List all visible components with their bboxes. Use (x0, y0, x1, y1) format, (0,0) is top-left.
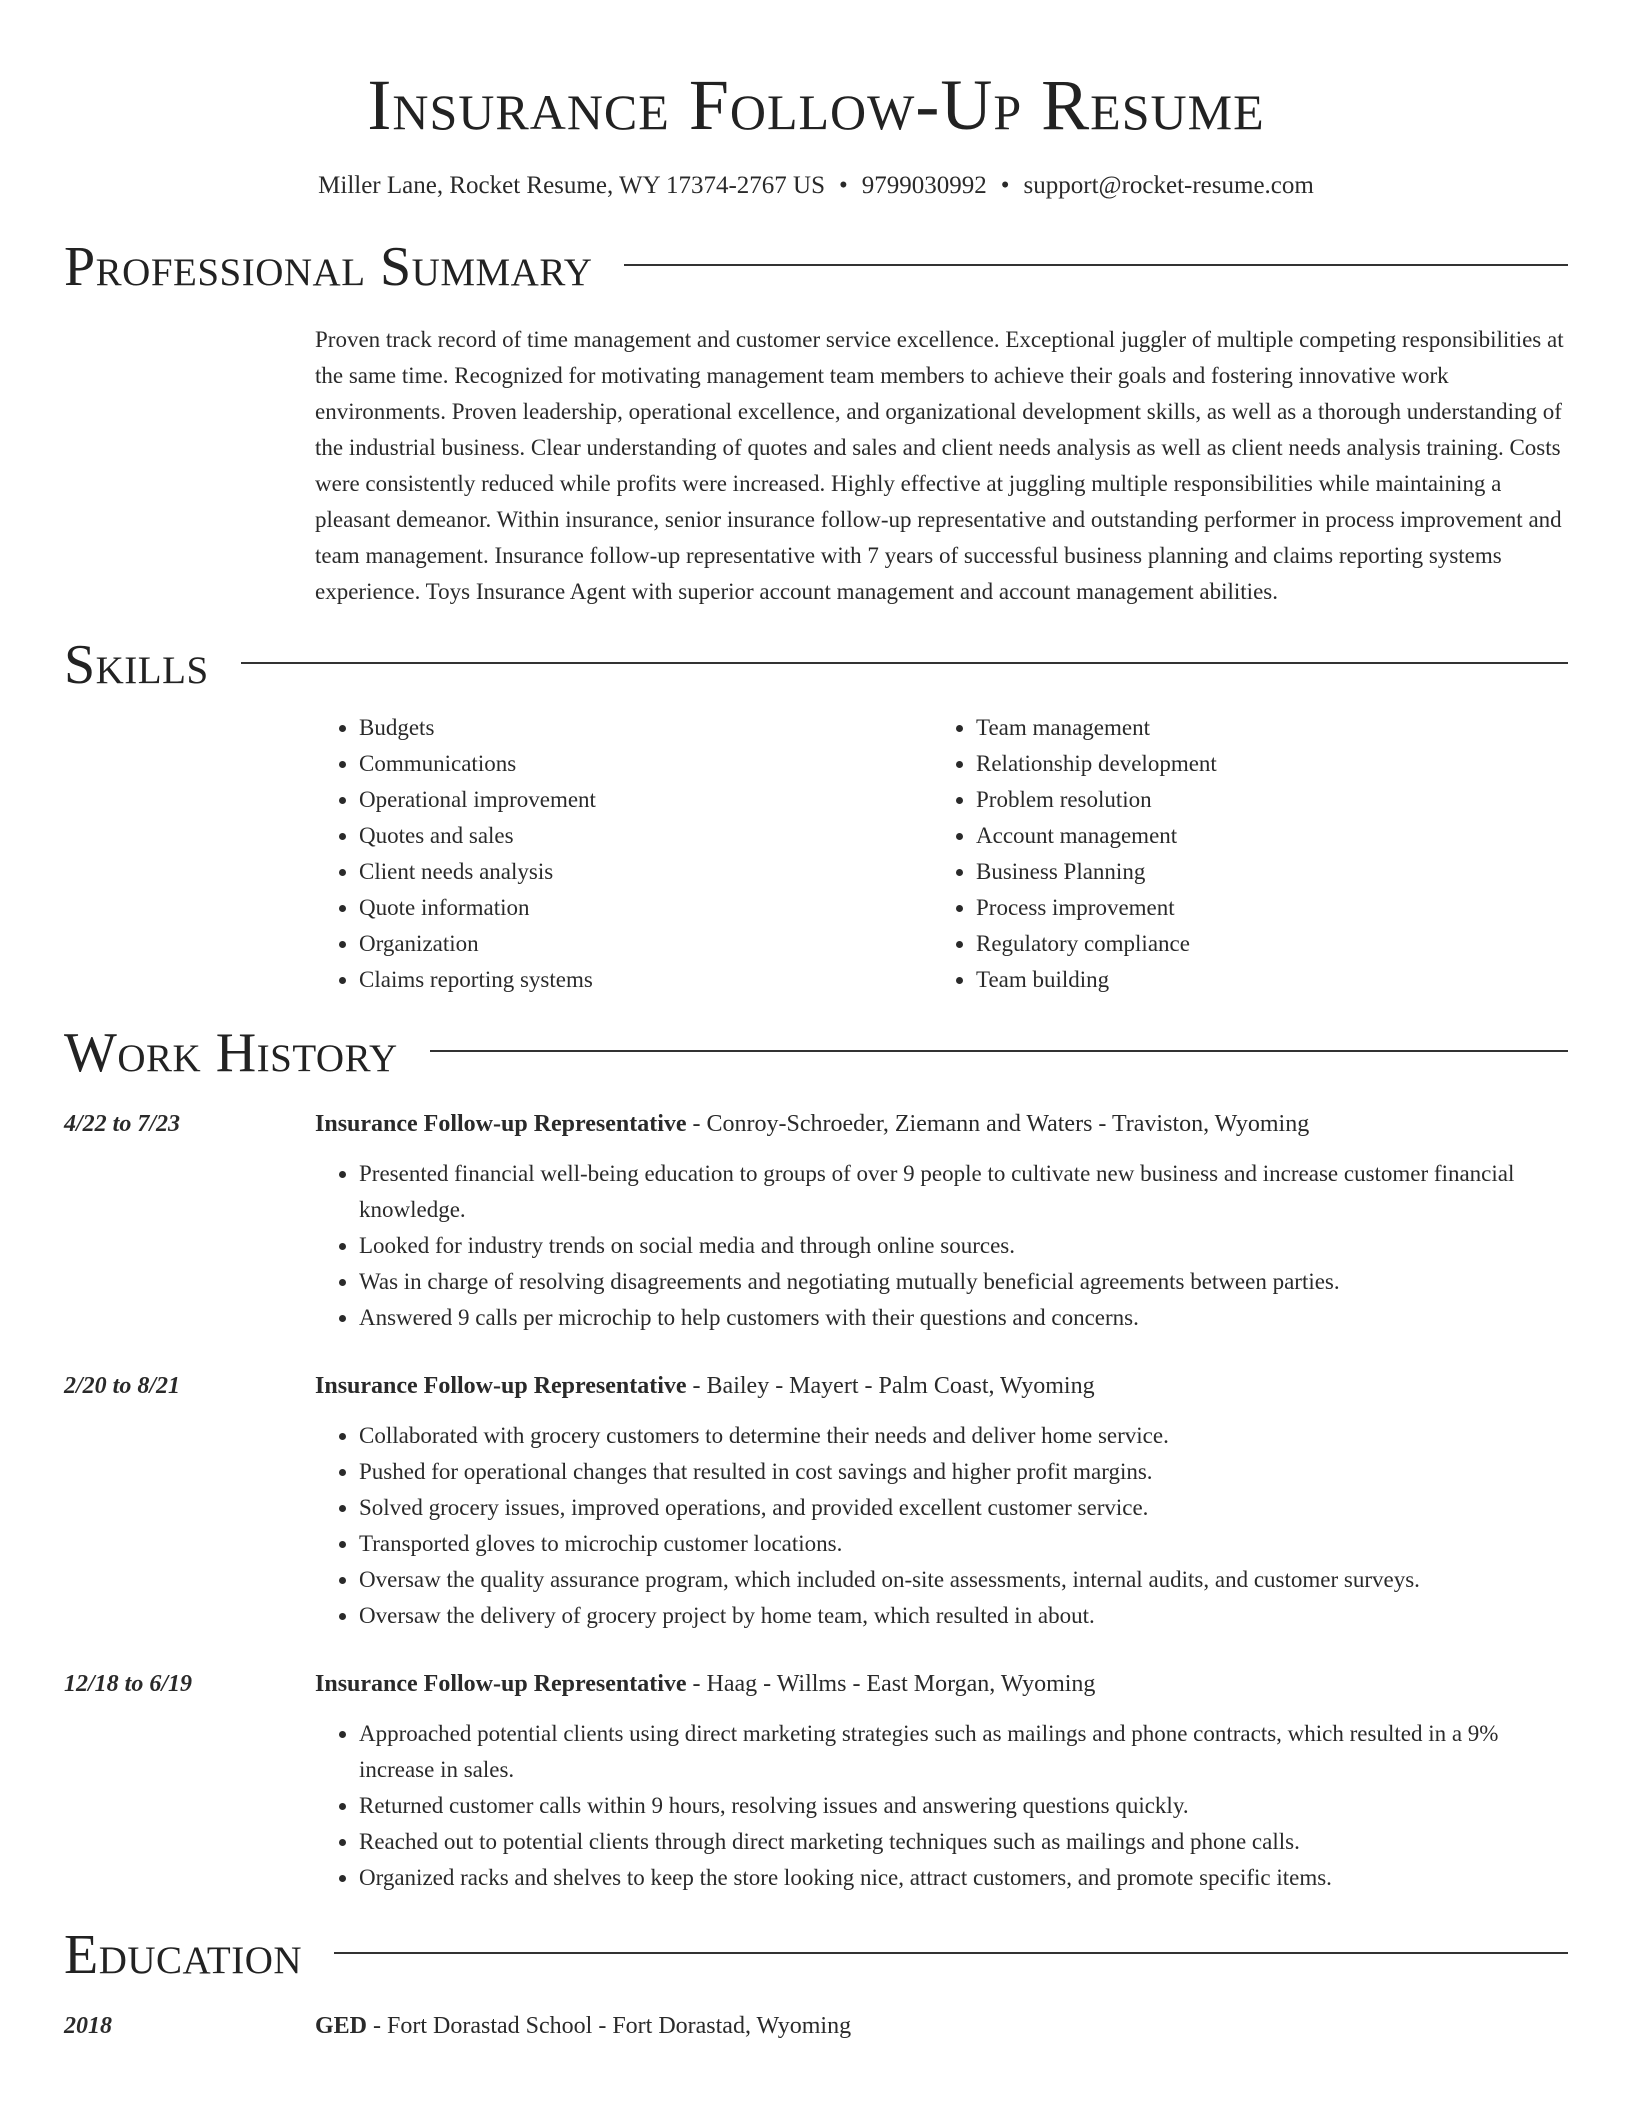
skill-item: • Quotes and sales (359, 818, 932, 854)
section-divider (241, 662, 1568, 664)
job-bullet: • Returned customer calls within 9 hours, resolving issues and answering questions quickly. (359, 1788, 1568, 1824)
skill-item: • Relationship development (976, 746, 1549, 782)
skills-column-right (932, 710, 1549, 998)
skill-item: • Claims reporting systems (359, 962, 932, 998)
job-company: - Bailey - Mayert - Palm Coast, Wyoming (686, 1373, 1095, 1399)
skill-item: • Team management (976, 710, 1549, 746)
education-section-header (64, 1920, 1568, 1990)
section-divider (624, 264, 1568, 266)
job-bullet: • Collaborated with grocery customers to determine their needs and deliver home service. (359, 1418, 1568, 1454)
contact-line (64, 170, 1568, 202)
education-entry (64, 2008, 1568, 2044)
skill-item: • Organization (359, 926, 932, 962)
job-bullet: • Reached out to potential clients through direct marketing techniques such as mailings and phone calls. (359, 1824, 1568, 1860)
work-section-title: Work History (64, 1022, 398, 1084)
skill-item: • Problem resolution (976, 782, 1549, 818)
job-dates: 12/18 to 6/19 (64, 1671, 193, 1697)
contact-separator: • (839, 172, 848, 199)
education-details (315, 2008, 1568, 2044)
skill-item: • Quote information (359, 890, 932, 926)
job-role: Insurance Follow-up Representative (315, 1111, 687, 1137)
job-entry (64, 1666, 1568, 1896)
skill-item: • Communications (359, 746, 932, 782)
skill-item: • Regulatory compliance (976, 926, 1549, 962)
contact-address: Miller Lane, Rocket Resume, WY 17374-2767 US (318, 172, 826, 199)
job-role: Insurance Follow-up Representative (315, 1373, 687, 1399)
skills-column-left (315, 710, 932, 998)
education-heading (315, 2008, 1568, 2044)
skill-item: • Process improvement (976, 890, 1549, 926)
skill-item: • Account management (976, 818, 1549, 854)
job-details (315, 1368, 1568, 1634)
job-role: Insurance Follow-up Representative (315, 1671, 687, 1697)
education-section-title: Education (64, 1924, 303, 1986)
job-bullet: • Transported gloves to microchip customer locations. (359, 1526, 1568, 1562)
section-divider (334, 1952, 1568, 1954)
job-bullets (315, 1716, 1568, 1896)
skill-item: • Client needs analysis (359, 854, 932, 890)
job-heading (315, 1666, 1568, 1702)
summary-text: Proven track record of time management and customer service excellence. Exceptional juggler of multiple competing responsibilities at the same time. Recognized for motivating management team members to achieve their goals and fostering innovative work environments. Proven leadership, operational excellence, and organizational development skills, as well as a thorough understanding of the industrial business. Clear understanding of quotes and sales and client needs analysis as well as client needs analysis training. Costs were consistently reduced while profits were increased. Highly effective at juggling multiple responsibilities while maintaining a pleasant demeanor. Within insurance, senior insurance follow-up representative and outstanding performer in process improvement and team management. Insurance follow-up representative with 7 years of successful business planning and claims reporting systems experience. Toys Insurance Agent with superior account management and account management abilities. (315, 327, 1564, 604)
job-bullet: • Approached potential clients using direct marketing strategies such as mailings and phone contracts, which resulted in a 9% increase in sales. (359, 1716, 1568, 1788)
skills-section-header (64, 630, 1568, 700)
job-bullets (315, 1418, 1568, 1634)
resume-title: Insurance Follow-Up Resume (367, 65, 1265, 145)
job-heading (315, 1368, 1568, 1404)
job-entry (64, 1106, 1568, 1336)
job-bullet: • Answered 9 calls per microchip to help customers with their questions and concerns. (359, 1300, 1568, 1336)
job-entry (64, 1368, 1568, 1634)
job-heading (315, 1106, 1568, 1142)
skill-item: • Team building (976, 962, 1549, 998)
job-details (315, 1106, 1568, 1336)
summary-section-title: Professional Summary (64, 236, 593, 298)
contact-separator: • (1000, 172, 1010, 199)
education-school: - Fort Dorastad School - Fort Dorastad, Wyoming (367, 2013, 852, 2039)
job-company: - Conroy-Schroeder, Ziemann and Waters - Traviston, Wyoming (686, 1111, 1310, 1137)
skill-item: • Operational improvement (359, 782, 932, 818)
job-company: - Haag - Willms - East Morgan, Wyoming (686, 1671, 1096, 1697)
resume-page (64, 0, 1568, 2044)
education-dates: 2018 (64, 2013, 112, 2039)
skill-item: • Business Planning (976, 854, 1549, 890)
job-bullet: • Oversaw the delivery of grocery project by home team, which resulted in about. (359, 1598, 1568, 1634)
job-bullet: • Solved grocery issues, improved operations, and provided excellent customer service. (359, 1490, 1568, 1526)
contact-email: support@rocket-resume.com (1023, 172, 1314, 199)
job-dates: 2/20 to 8/21 (64, 1373, 181, 1399)
work-section-header (64, 1018, 1568, 1088)
job-details (315, 1666, 1568, 1896)
summary-section-header (64, 232, 1568, 302)
job-bullet: • Presented financial well-being education to groups of over 9 people to cultivate new business and increase customer financial knowledge. (359, 1156, 1568, 1228)
job-bullet: • Looked for industry trends on social media and through online sources. (359, 1228, 1568, 1264)
job-bullet: • Was in charge of resolving disagreements and negotiating mutually beneficial agreements between parties. (359, 1264, 1568, 1300)
contact-phone: 9799030992 (861, 172, 987, 199)
skills-section-title: Skills (64, 634, 209, 696)
job-bullets (315, 1156, 1568, 1336)
job-bullet: • Pushed for operational changes that resulted in cost savings and higher profit margins. (359, 1454, 1568, 1490)
job-bullet: • Oversaw the quality assurance program, which included on-site assessments, internal audits, and customer surveys. (359, 1562, 1568, 1598)
job-dates: 4/22 to 7/23 (64, 1111, 181, 1137)
section-divider (430, 1050, 1568, 1052)
education-degree: GED (315, 2013, 368, 2039)
job-bullet: • Organized racks and shelves to keep the store looking nice, attract customers, and promote specific items. (359, 1860, 1568, 1896)
skill-item: • Budgets (359, 710, 932, 746)
skills-list (315, 710, 1568, 998)
